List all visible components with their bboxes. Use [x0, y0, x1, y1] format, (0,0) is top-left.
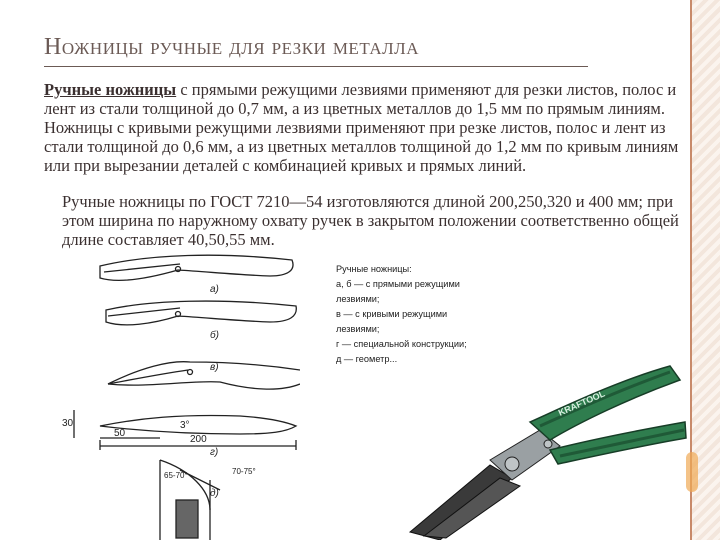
drawing-b	[106, 301, 296, 325]
caption-line: а, б — с прямыми режущими	[336, 279, 460, 289]
scissors-drawings	[60, 250, 300, 540]
caption-line: Ручные ножницы:	[336, 264, 412, 274]
dim-angle: 3°	[180, 420, 190, 431]
caption-line: лезвиями;	[336, 324, 380, 334]
dim-200: 200	[190, 434, 207, 445]
drawing-v	[108, 362, 300, 389]
drawing-a	[100, 255, 293, 280]
dim-angle-2: 65-70°	[164, 471, 188, 480]
caption-line: г — специальной конструкции;	[336, 339, 467, 349]
term-hand-shears: Ручные ножницы	[44, 80, 177, 99]
paragraph-2: Ручные ножницы по ГОСТ 7210—54 изготовляются длиной 200,250,320 и 400 мм; при этом ширина по наружному охвату ручек в закрытом положении соответственно общей длине составляет 40,50,55 мм.	[62, 192, 679, 249]
figure-caption	[336, 262, 556, 367]
dim-50: 50	[114, 428, 126, 439]
caption-line: лезвиями;	[336, 294, 380, 304]
paragraph-1	[44, 80, 684, 175]
label-v: в)	[210, 362, 219, 373]
title-underline	[44, 66, 588, 67]
kraftool-shears-photo	[400, 360, 690, 540]
caption-line: д — геометр...	[336, 354, 398, 364]
label-g: г)	[210, 447, 219, 458]
label-a: а)	[210, 284, 219, 295]
caption-line: в — с кривыми режущими	[336, 309, 448, 319]
dim-angle-3: 70-75°	[232, 467, 256, 476]
paragraph-1-text: с прямыми режущими лезвиями применяют для резки листов, полос и лент из стали толщиной до 0,7 мм, а из цветных металлов до 1,5 мм по прямым линиям. Ножницы с кривыми режущими лезвиями применяют при резке листов, полос и лент из стали толщиной до 0,6 мм, а из цветных металлов толщиной до 1,2 мм по кривым линиям или при вырезании деталей с комбинацией кривых и прямых линий.	[44, 80, 679, 175]
label-b: б)	[210, 330, 219, 341]
brand-logo: KRAFTOOL	[556, 388, 607, 418]
slide-title: Ножницы ручные для резки металла	[44, 34, 419, 60]
dim-30: 30	[62, 418, 74, 429]
label-d: д)	[210, 488, 219, 499]
